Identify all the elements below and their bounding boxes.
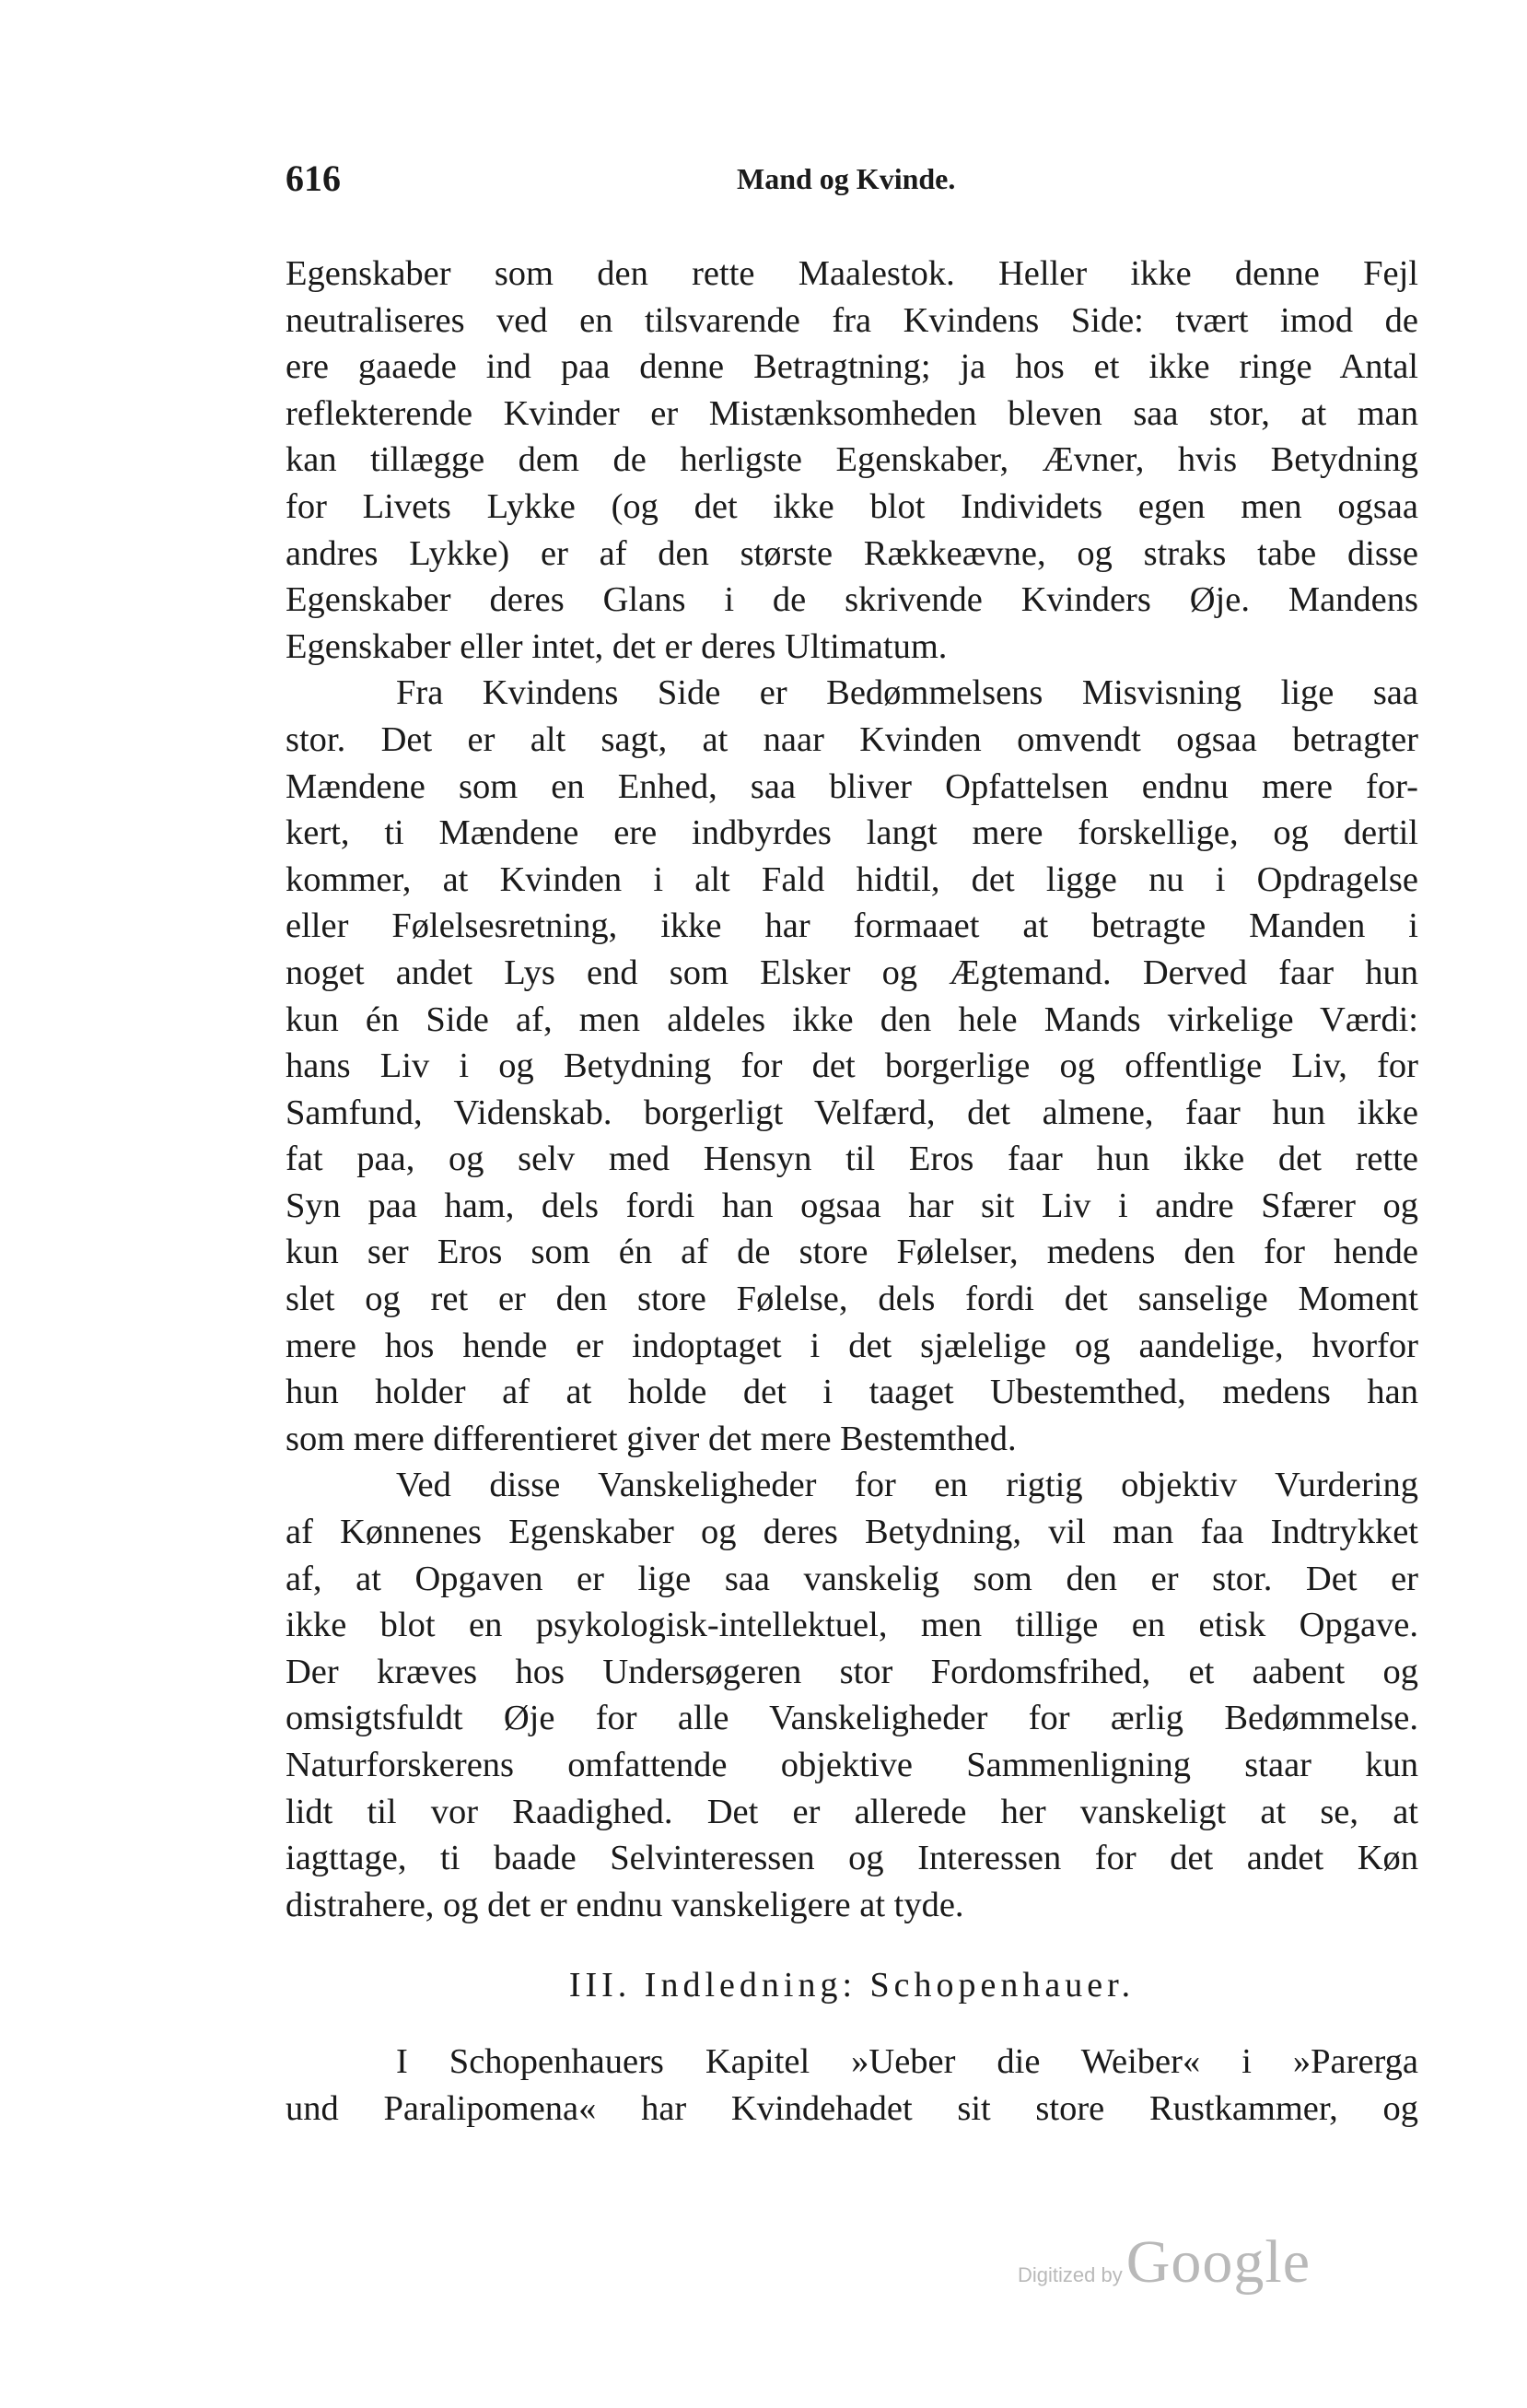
text-line: reflekterende Kvinder er Mistænksomheden bleven saa stor, at man — [286, 393, 1418, 433]
text-line: distrahere, og det er endnu vanskeligere at tyde. — [286, 1885, 964, 1924]
text-line: kommer, at Kvinden i alt Fald hidtil, det ligge nu i Opdragelse — [286, 859, 1418, 899]
text-line: noget andet Lys end som Elsker og Ægtemand. Derved faar hun — [286, 953, 1418, 992]
text-line: andres Lykke) er af den største Rækkeævne, og straks tabe disse — [286, 533, 1418, 573]
text-line: Ved disse Vanskeligheder for en rigtig objektiv Vurdering — [396, 1466, 1418, 1505]
text-line: hans Liv i og Betydning for det borgerlige og offentlige Liv, for — [286, 1046, 1418, 1086]
text-line: lidt til vor Raadighed. Det er allerede her vanskeligt at se, at — [286, 1792, 1418, 1831]
section-heading: III. Indledning: Schopenhauer. — [568, 1966, 1136, 2005]
text-line: hun holder af at holde det i taaget Ubestemthed, medens han — [286, 1373, 1418, 1412]
text-line: af Kønnenes Egenskaber og deres Betydning, vil man faa Indtrykket — [286, 1513, 1418, 1552]
text-line: kert, ti Mændene ere indbyrdes langt mere forskellige, og dertil — [286, 813, 1418, 853]
text-line: som mere differentieret giver det mere Bestemthed. — [286, 1419, 1017, 1458]
text-line: omsigtsfuldt Øje for alle Vanskeligheder for ærlig Bedømmelse. — [286, 1699, 1418, 1738]
text-line: iagttage, ti baade Selvinteressen og Interessen for det andet Køn — [286, 1839, 1418, 1878]
text-line: kun ser Eros som én af de store Følelser, medens den for hende — [286, 1233, 1418, 1272]
section-spacer — [286, 1928, 1418, 1958]
text-line: Fra Kvindens Side er Bedømmelsens Misvisning lige saa — [396, 673, 1418, 713]
body-text — [286, 251, 1418, 2133]
page-number: 616 — [286, 158, 341, 199]
text-line: und Paralipomena« har Kvindehadet sit store Rustkammer, og — [286, 2088, 1418, 2128]
text-line: neutraliseres ved en tilsvarende fra Kvindens Side: tvært imod de — [286, 300, 1418, 340]
watermark-prefix: Digitized by — [1018, 2263, 1123, 2286]
text-line: for Livets Lykke (og det ikke blot Individets egen men ogsaa — [286, 486, 1418, 526]
text-line: fat paa, og selv med Hensyn til Eros faar hun ikke det rette — [286, 1140, 1418, 1179]
running-title: Mand og Kvinde. — [737, 162, 956, 195]
text-line: slet og ret er den store Følelse, dels fordi det sanselige Moment — [286, 1280, 1418, 1319]
text-line: Der kræves hos Undersøgeren stor Fordomsfrihed, et aabent og — [286, 1652, 1418, 1691]
text-line: Syn paa ham, dels fordi han ogsaa har sit Liv i andre Sfærer og — [286, 1186, 1418, 1225]
text-line: Egenskaber deres Glans i de skrivende Kvinders Øje. Mandens — [286, 580, 1418, 620]
text-line: Egenskaber som den rette Maalestok. Heller ikke denne Fejl — [286, 254, 1418, 293]
text-line: af, at Opgaven er lige saa vanskelig som den er stor. Det er — [286, 1559, 1418, 1598]
text-line: kan tillægge dem de herligste Egenskaber, Ævner, hvis Betydning — [286, 440, 1418, 480]
text-line: I Schopenhauers Kapitel »Ueber die Weiber« i »Parerga — [396, 2042, 1418, 2082]
text-line: Naturforskerens omfattende objektive Sammenligning staar kun — [286, 1746, 1418, 1784]
digitized-by-google-watermark — [1018, 2227, 1311, 2301]
running-head — [286, 157, 1418, 212]
section-3 — [286, 1958, 1418, 2132]
text-line: kun én Side af, men aldeles ikke den hele Mands virkelige Værdi: — [286, 999, 1418, 1039]
text-line: Mændene som en Enhed, saa bliver Opfattelsen endnu mere for- — [286, 766, 1418, 806]
text-line: ere gaaede ind paa denne Betragtning; ja hos et ikke ringe Antal — [286, 347, 1418, 387]
paragraph-3 — [286, 1462, 1418, 1928]
text-line: stor. Det er alt sagt, at naar Kvinden omvendt ogsaa betragter — [286, 719, 1418, 759]
paragraph-2 — [286, 670, 1418, 1462]
text-line: mere hos hende er indoptaget i det sjælelige og aandelige, hvorfor — [286, 1326, 1418, 1365]
text-line: Egenskaber eller intet, det er deres Ultimatum. — [286, 626, 948, 666]
text-line: ikke blot en psykologisk-intellektuel, men tillige en etisk Opgave. — [286, 1606, 1418, 1645]
paragraph-1 — [286, 251, 1418, 670]
text-line: eller Følelsesretning, ikke har formaaet at betragte Manden i — [286, 906, 1418, 946]
google-logo: Google — [1125, 2228, 1311, 2296]
text-line: Samfund, Videnskab. borgerligt Velfærd, det almene, faar hun ikke — [286, 1093, 1418, 1132]
